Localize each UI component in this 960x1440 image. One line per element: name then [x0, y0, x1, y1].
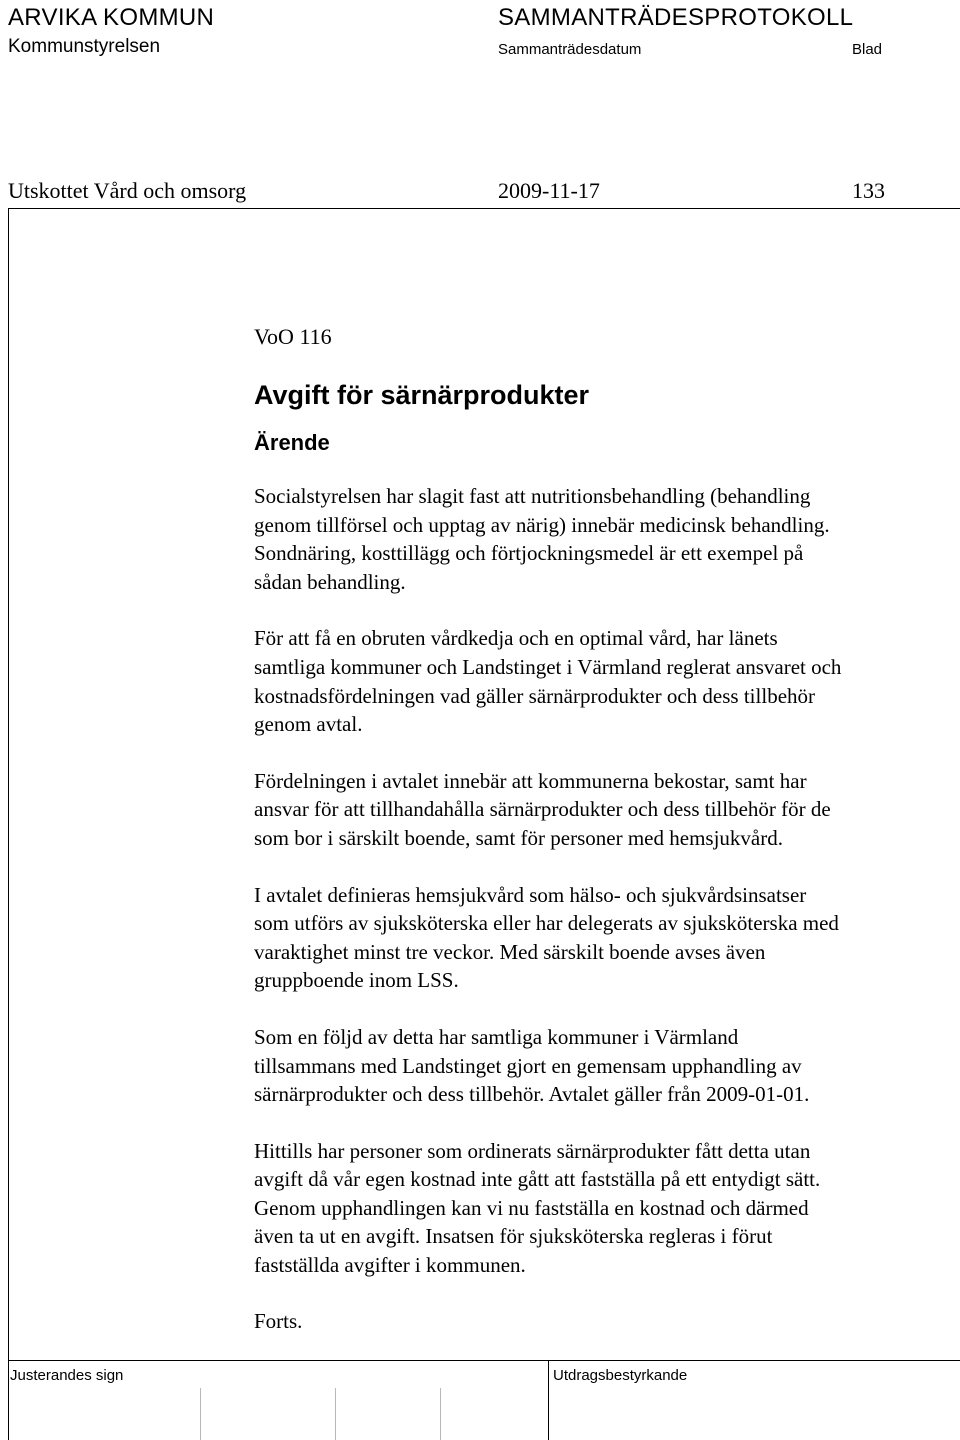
municipality-name: ARVIKA KOMMUN: [8, 4, 215, 31]
text-line: I avtalet definieras hemsjukvård som hälso- och sjukvårdsinsatser: [254, 882, 807, 907]
page-number: 133: [852, 178, 885, 203]
case-title: Avgift för särnärprodukter: [254, 380, 590, 410]
extract-certification-label: Utdragsbestyrkande: [553, 1367, 688, 1384]
signature-label: Justerandes sign: [10, 1367, 124, 1384]
text-line: som utförs av sjuksköterska eller har delegerats av sjuksköterska med: [254, 911, 839, 936]
text-line: ansvar för att tillhandahålla särnärprodukter och dess tillbehör för de: [254, 797, 831, 822]
text-line: sådan behandling.: [254, 569, 406, 594]
text-line: Socialstyrelsen har slagit fast att nutritionsbehandling (behandling: [254, 484, 811, 508]
left-margin-rule: [8, 208, 9, 1360]
paragraph: [254, 624, 954, 738]
paragraph: [254, 881, 954, 995]
text-line: Fördelningen i avtalet innebär att kommunerna bekostar, samt har: [254, 768, 807, 793]
text-line: även ta ut en avgift. Insatsen för sjuksköterska regleras i förut: [254, 1224, 773, 1249]
paragraph: [254, 1137, 954, 1280]
section-heading: Ärende: [254, 430, 330, 455]
text-line: varaktighet minst tre veckor. Med särskilt boende avses även: [254, 939, 766, 964]
board-name: Kommunstyrelsen: [8, 36, 161, 57]
text-line: kostnadsfördelningen vad gäller särnärprodukter och dess tillbehör: [254, 683, 816, 708]
signature-box-divider: [200, 1388, 201, 1440]
text-line: Som en följd av detta har samtliga kommuner i Värmland: [254, 1024, 739, 1049]
meeting-date-label: Sammanträdesdatum: [498, 41, 642, 58]
signature-box-divider: [335, 1388, 336, 1440]
text-line: genom tillförsel och upptag av närig) innebär medicinsk behandling.: [254, 512, 830, 537]
text-line: samtliga kommuner och Landstinget i Värmland reglerat ansvaret och: [254, 654, 842, 679]
paragraph: [254, 482, 954, 596]
header-divider: [8, 208, 960, 209]
meeting-date: 2009-11-17: [498, 178, 600, 203]
text-line: tillsammans med Landstinget gjort en gemensam upphandling av: [254, 1053, 802, 1078]
text-line: fastställda avgifter i kommunen.: [254, 1253, 526, 1278]
text-line: avgift då vår egen kostnad inte gått att fastställa på ett entydigt sätt.: [254, 1167, 821, 1192]
case-content: [254, 322, 954, 1335]
text-line: som bor i särskilt boende, samt för personer med hemsjukvård.: [254, 825, 783, 850]
page-label: Blad: [852, 41, 883, 58]
document-type: SAMMANTRÄDESPROTOKOLL: [498, 4, 854, 31]
paragraph: [254, 1023, 954, 1109]
footer-left-rule: [8, 1360, 9, 1440]
paragraph: [254, 767, 954, 853]
footer-mid-rule: [548, 1360, 549, 1440]
continued-marker: Forts.: [254, 1308, 303, 1333]
footer-divider: [8, 1360, 960, 1361]
text-line: Sondnäring, kosttillägg och förtjockningsmedel är ett exempel på: [254, 541, 804, 566]
text-line: särnärprodukter och dess tillbehör. Avtalet gäller från 2009-01-01.: [254, 1082, 810, 1107]
case-number: VoO 116: [254, 324, 332, 349]
text-line: Hittills har personer som ordinerats särnärprodukter fått detta utan: [254, 1138, 811, 1163]
signature-box-divider: [440, 1388, 441, 1440]
text-line: genom avtal.: [254, 712, 363, 737]
committee-name: Utskottet Vård och omsorg: [8, 178, 247, 203]
text-line: Genom upphandlingen kan vi nu fastställa en kostnad och därmed: [254, 1195, 809, 1220]
text-line: gruppboende inom LSS.: [254, 968, 459, 993]
text-line: För att få en obruten vårdkedja och en optimal vård, har länets: [254, 626, 778, 651]
